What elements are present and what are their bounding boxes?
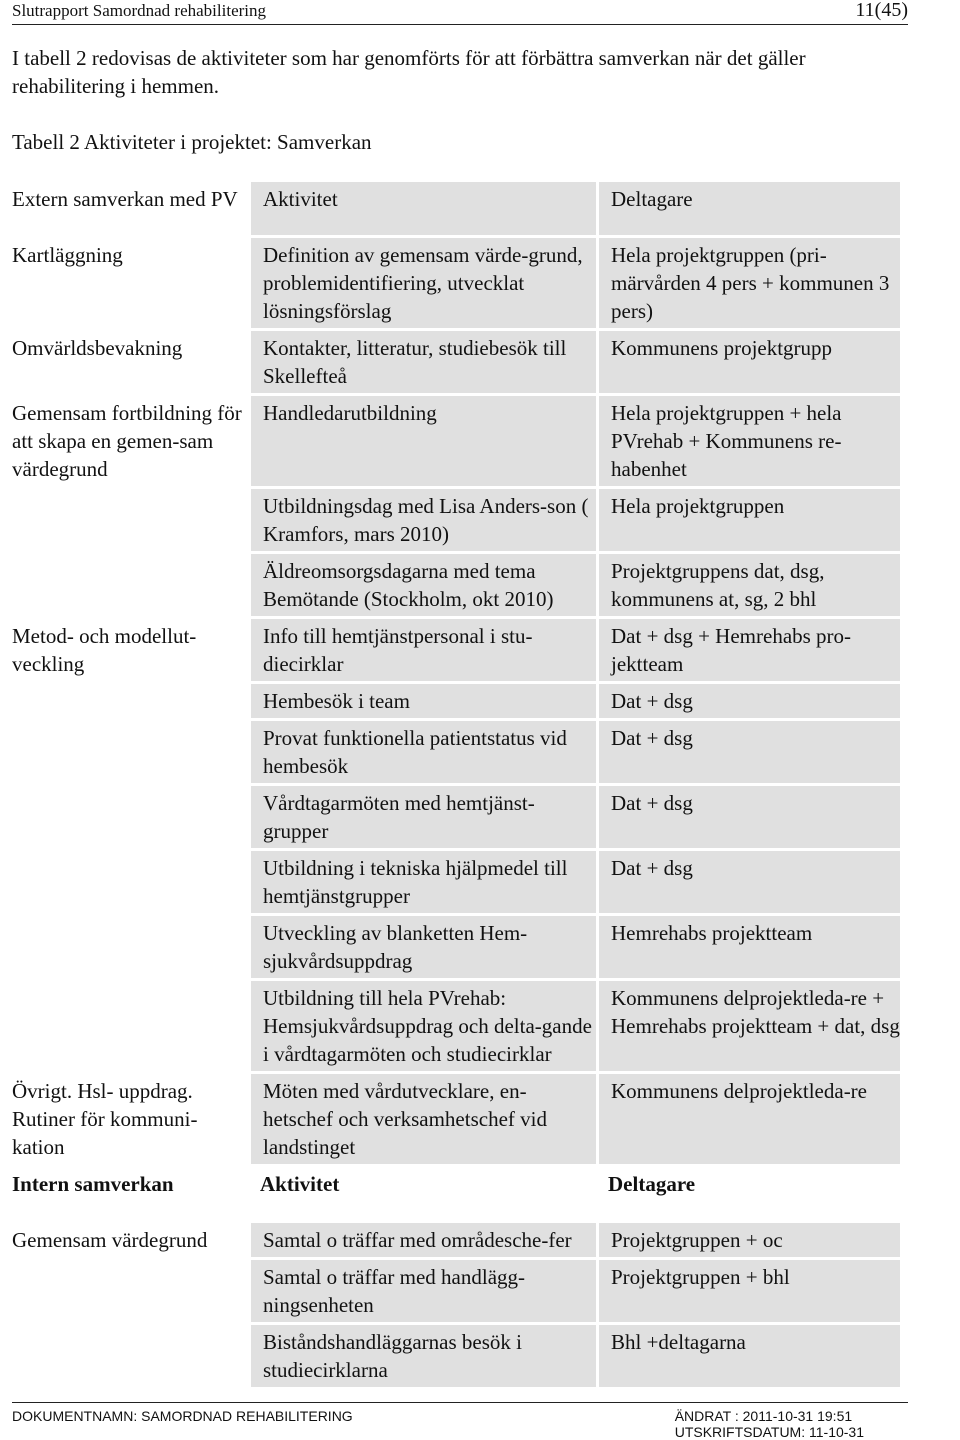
row-activity: Hembesök i team [248, 684, 596, 721]
header-cell-intern: Intern samverkan [12, 1172, 174, 1196]
table-row [0, 1223, 900, 1260]
row-activity: Handledarutbildning [248, 396, 596, 489]
row-participants: Projektgruppen + oc [596, 1223, 900, 1260]
row-activity: Biståndshandläggarnas besök i studiecirklarna [248, 1325, 596, 1390]
row-participants: Kommunens delprojektleda-re [596, 1074, 900, 1167]
row-participants: Dat + dsg + Hemrehabs pro-jektteam [596, 619, 900, 684]
row-activity: Utbildning i tekniska hjälpmedel till hemtjänstgrupper [248, 851, 596, 916]
header-cell-aktivitet: Aktivitet [260, 1172, 340, 1196]
header-title: Slutrapport Samordnad rehabilitering [12, 1, 266, 20]
row-activity: Vårdtagarmöten med hemtjänst-grupper [248, 786, 596, 851]
row-activity: Samtal o träffar med områdesche-fer [248, 1223, 596, 1260]
row-participants: Dat + dsg [596, 684, 900, 721]
row-participants: Hemrehabs projektteam [596, 916, 900, 981]
row-category: Metod- och modellut-veckling [12, 624, 197, 676]
row-activity: Utbildningsdag med Lisa Anders-son ( Kramfors, mars 2010) [248, 489, 596, 554]
table-title: Tabell 2 Aktiviteter i projektet: Samverkan [12, 130, 372, 154]
footer-dates [675, 1408, 864, 1440]
row-participants: Projektgruppens dat, dsg, kommunens at, sg, 2 bhl [596, 554, 900, 619]
header-cell-deltagare: Deltagare [596, 182, 900, 238]
row-activity: Provat funktionella patientstatus vid hembesök [248, 721, 596, 786]
table-row [0, 238, 900, 331]
row-participants: Hela projektgruppen + hela PVrehab + Kommunens re-habenhet [596, 396, 900, 489]
page-number: 11(45) [855, 0, 908, 21]
intro-paragraph: I tabell 2 redovisas de aktiviteter som har genomförts för att förbättra samverkan när det gäller rehabilitering i hemmen. [12, 46, 806, 98]
table-header-row [0, 182, 900, 238]
row-participants: Dat + dsg [596, 851, 900, 916]
page-footer [12, 1402, 908, 1440]
row-activity: Definition av gemensam värde-grund, problemidentifiering, utvecklat lösningsförslag [248, 238, 596, 331]
row-participants: Kommunens delprojektleda-re + Hemrehabs projektteam + dat, dsg [596, 981, 900, 1074]
row-activity: Äldreomsorgsdagarna med tema Bemötande (Stockholm, okt 2010) [248, 554, 596, 619]
table-row [0, 331, 900, 396]
footer-document-name: DOKUMENTNAMN: SAMORDNAD REHABILITERING [12, 1408, 353, 1424]
row-participants: Hela projektgruppen [596, 489, 900, 554]
table-row [0, 1074, 900, 1167]
row-participants: Dat + dsg [596, 721, 900, 786]
row-activity: Utveckling av blanketten Hem-sjukvårdsuppdrag [248, 916, 596, 981]
row-activity: Kontakter, litteratur, studiebesök till Skellefteå [248, 331, 596, 396]
row-participants: Bhl +deltagarna [596, 1325, 900, 1390]
row-participants: Projektgruppen + bhl [596, 1260, 900, 1325]
page-header [12, 0, 908, 25]
intern-header-row [0, 1167, 900, 1223]
row-activity: Utbildning till hela PVrehab: Hemsjukvårdsuppdrag och delta-gande i vårdtagarmöten och studiecirklar [248, 981, 596, 1074]
row-activity: Möten med vårdutvecklare, en-hetschef och verksamhetschef vid landstinget [248, 1074, 596, 1167]
row-activity: Samtal o träffar med handlägg-ningsenheten [248, 1260, 596, 1325]
row-participants: Hela projektgruppen (pri-märvården 4 pers + kommunen 3 pers) [596, 238, 900, 331]
row-category: Omvärldsbevakning [12, 336, 183, 360]
row-participants: Dat + dsg [596, 786, 900, 851]
table-row [0, 396, 900, 489]
footer-changed: ÄNDRAT : 2011-10-31 19:51 [674, 1408, 853, 1424]
header-cell-aktivitet: Aktivitet [248, 182, 596, 238]
activities-table [0, 182, 900, 1390]
row-category: Gemensam fortbildning för att skapa en gemen-sam värdegrund [12, 401, 242, 481]
row-category: Kartläggning [12, 243, 123, 267]
header-cell-extern: Extern samverkan med PV [12, 187, 238, 211]
footer-printed: UTSKRIFTSDATUM: 11-10-31 [674, 1424, 864, 1440]
row-category: Övrigt. Hsl- uppdrag. Rutiner för kommuni-kation [12, 1079, 198, 1159]
table-row [0, 619, 900, 684]
header-cell-deltagare: Deltagare [608, 1172, 696, 1196]
row-category: Gemensam värdegrund [12, 1228, 208, 1252]
row-participants: Kommunens projektgrupp [596, 331, 900, 396]
row-activity: Info till hemtjänstpersonal i stu-diecirklar [248, 619, 596, 684]
